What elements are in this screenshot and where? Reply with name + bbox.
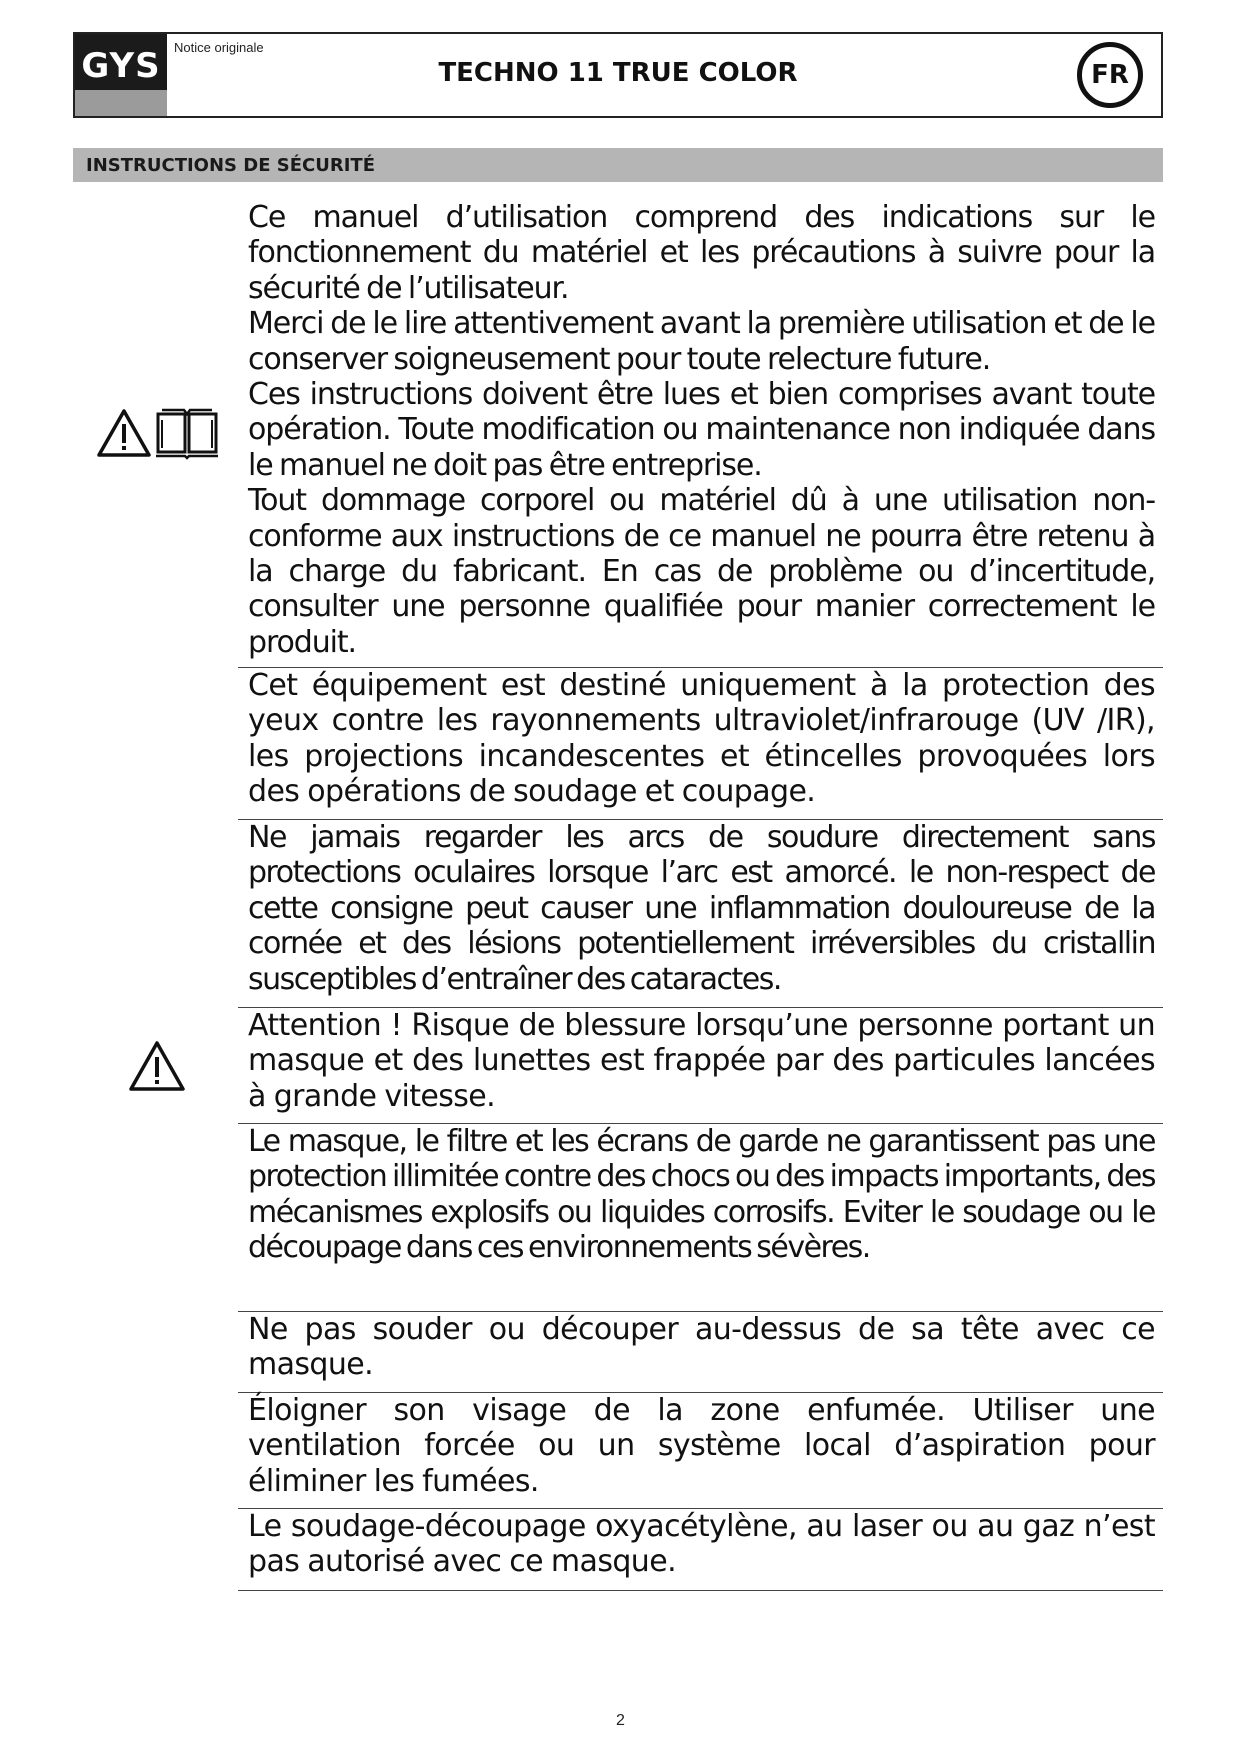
paragraph-text: Cet équipement est destiné uniquement à la protection des yeux contre les rayonnements ultraviolet/infrarouge (UV /IR), les projections incandescentes et étincelles provoquées lors des opérations de soudage et coupage. bbox=[248, 668, 1155, 810]
paragraph-text: Ce manuel d’utilisation comprend des indications sur le fonctionnement du matériel et les précautions à suivre pour la sécurité de l’utilisateur. Merci de le lire attentivement avant la première utilisation et de le conserver soigneusement pour toute relecture future. Ces instructions doivent être lues et bien comprises avant toute opération. Toute modification ou maintenance non indiquée dans le manuel ne doit pas être entreprise. Tout dommage corporel ou matériel dû à une utilisation non-conforme aux instructions de ce manuel ne pourra être retenu à la charge du fabricant. En cas de problème ou d’incertitude, consulter une personne qualifiée pour manier correctement le produit. bbox=[248, 200, 1155, 660]
logo-text: GYS bbox=[81, 46, 161, 86]
language-badge: FR bbox=[1077, 42, 1143, 108]
warning-triangle-icon bbox=[96, 408, 152, 458]
warning-triangle-icon bbox=[128, 1040, 186, 1092]
section-title: INSTRUCTIONS DE SÉCURITÉ bbox=[86, 155, 375, 176]
safety-paragraph-arc-warning bbox=[238, 820, 1163, 1008]
safety-paragraph-overhead bbox=[238, 1312, 1163, 1393]
safety-paragraph-limits bbox=[238, 1124, 1163, 1312]
manual-book-icon bbox=[154, 406, 220, 460]
notice-label: Notice originale bbox=[174, 40, 264, 55]
page-number: 2 bbox=[616, 1712, 625, 1729]
paragraph-text: Ne jamais regarder les arcs de soudure directement sans protections oculaires lorsque l’arc est amorcé. le non-respect de cette consigne peut causer une inflammation douloureuse de la cornée et des lésions potentiellement irréversibles du cristallin susceptibles d’entraîner des cataractes. bbox=[248, 820, 1155, 997]
section-heading-bar bbox=[73, 148, 1163, 182]
paragraph-text: Attention ! Risque de blessure lorsqu’une personne portant un masque et des lunettes est frappée par des particules lancées à grande vitesse. bbox=[248, 1008, 1155, 1114]
paragraph-text: Éloigner son visage de la zone enfumée. Utiliser une ventilation forcée ou un système local d’aspiration pour éliminer les fumées. bbox=[248, 1393, 1155, 1499]
paragraph-text: Le soudage-découpage oxyacétylène, au laser ou au gaz n’est pas autorisé avec ce masque. bbox=[248, 1509, 1155, 1580]
paragraph-text: Ne pas souder ou découper au-dessus de sa tête avec ce masque. bbox=[248, 1312, 1155, 1383]
brand-logo bbox=[75, 34, 167, 116]
safety-paragraph-attention bbox=[238, 1008, 1163, 1124]
safety-paragraph-eye-protection bbox=[238, 668, 1163, 820]
document-header bbox=[73, 32, 1163, 118]
safety-paragraph-prohibited-processes bbox=[238, 1509, 1163, 1591]
safety-paragraph-manual bbox=[238, 200, 1163, 668]
paragraph-text: Le masque, le filtre et les écrans de garde ne garantissent pas une protection illimitée contre des chocs ou des impacts importants, des mécanismes explosifs ou liquides corrosifs. Eviter le soudage ou le découpage dans ces environnements sévères. bbox=[248, 1124, 1155, 1266]
document-title: TECHNO 11 TRUE COLOR bbox=[438, 58, 798, 88]
safety-paragraph-fumes bbox=[238, 1393, 1163, 1509]
